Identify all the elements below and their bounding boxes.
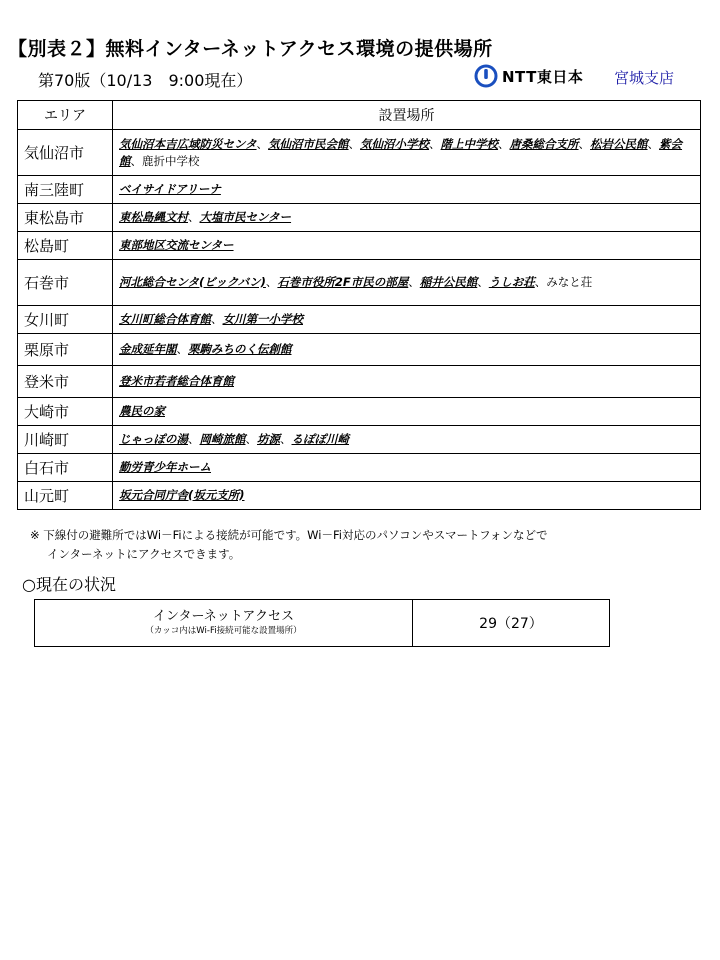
wifi-location-name: 女川第一小学校 [222, 312, 303, 326]
wifi-location-name: 勤労青少年ホーム [119, 460, 211, 474]
wifi-location-name: 東松島縄文村 [119, 210, 188, 224]
note-line-2: インターネットにアクセスできます。 [47, 547, 241, 561]
wifi-location-name: 紫会館 [119, 136, 683, 168]
ntt-logo-icon [474, 64, 498, 88]
table-row [18, 398, 701, 426]
wifi-location-name: 栗駒みちのく伝創館 [188, 342, 292, 356]
places-cell [113, 482, 701, 510]
wifi-location-name: うしお荘 [488, 275, 535, 289]
table-row [18, 334, 701, 366]
status-label-cell [35, 600, 413, 647]
wifi-location-name: るぽぽ川崎 [291, 432, 349, 446]
wifi-location-name: 農民の家 [119, 404, 165, 418]
area-cell: 石巻市 [18, 260, 113, 306]
area-cell: 女川町 [18, 306, 113, 334]
status-sublabel: （カッコ内はWi-Fi接続可能な設置場所） [145, 626, 302, 636]
status-row [35, 600, 610, 647]
table-row [18, 482, 701, 510]
note-line-1: ※ 下線付の避難所ではWi－Fiによる接続が可能です。Wi－Fi対応のパソコンやスマートフォンなどで [30, 528, 548, 542]
table-row [18, 232, 701, 260]
places-cell: じゃっぽの湯、岡崎旅館、坊源、るぽぽ川崎 [113, 426, 701, 454]
table-row [18, 366, 701, 398]
table-body [18, 130, 701, 510]
places-cell: 東松島縄文村、大塩市民センター [113, 204, 701, 232]
wifi-location-name: 女川町総合体育館 [119, 312, 211, 326]
table-row [18, 176, 701, 204]
wifi-location-name: 金成延年閣 [119, 342, 177, 356]
wifi-location-name: 大塩市民センター [199, 210, 292, 224]
area-cell: 大崎市 [18, 398, 113, 426]
location-table [17, 100, 701, 510]
wifi-location-name: ベイサイドアリーナ [119, 182, 221, 196]
ntt-brand [474, 64, 583, 88]
wifi-location-name: 登米市若者総合体育館 [119, 374, 234, 388]
area-cell: 東松島市 [18, 204, 113, 232]
area-cell: 気仙沼市 [18, 130, 113, 176]
edition-label: 第70版（10/13 9:00現在） [38, 71, 253, 90]
places-cell: 女川町総合体育館、女川第一小学校 [113, 306, 701, 334]
places-cell [113, 398, 701, 426]
table-row [18, 204, 701, 232]
places-cell [113, 366, 701, 398]
wifi-location-name: 稲井公民館 [419, 275, 478, 289]
branch-name: 宮城支店 [614, 69, 675, 87]
status-heading: ○現在の状況 [22, 575, 116, 594]
area-cell: 登米市 [18, 366, 113, 398]
places-cell [113, 176, 701, 204]
table-row [18, 130, 701, 176]
places-cell [113, 232, 701, 260]
places-cell: 河北総合センタ(ビックバン)、石巻市役所2F市民の部屋、稲井公民館、うしお荘、みなと荘 [113, 260, 701, 306]
table-row [18, 454, 701, 482]
location-name: みなと荘 [546, 275, 593, 289]
area-cell: 山元町 [18, 482, 113, 510]
table-row [18, 426, 701, 454]
area-cell: 白石市 [18, 454, 113, 482]
status-label: インターネットアクセス [152, 609, 295, 624]
area-cell: 南三陸町 [18, 176, 113, 204]
area-cell: 栗原市 [18, 334, 113, 366]
wifi-location-name: じゃっぽの湯 [119, 432, 188, 446]
status-value: 29（27） [413, 600, 610, 647]
wifi-location-name: 石巻市役所2F市民の部屋 [277, 275, 409, 289]
wifi-location-name: 河北総合センタ(ビックバン) [119, 275, 266, 289]
wifi-location-name: 東部地区交流センター [119, 238, 234, 252]
wifi-location-name: 気仙沼小学校 [360, 136, 430, 151]
page-title: 【別表２】無料インターネットアクセス環境の提供場所 [8, 38, 493, 60]
wifi-location-name: 唐桑総合支所 [509, 136, 579, 151]
places-cell [113, 454, 701, 482]
table-row [18, 260, 701, 306]
wifi-location-name: 気仙沼本吉広域防災センタ [119, 136, 257, 151]
area-cell: 川崎町 [18, 426, 113, 454]
column-header-places: 設置場所 [113, 101, 701, 130]
wifi-location-name: 岡崎旅館 [199, 432, 246, 446]
location-name: 鹿折中学校 [142, 153, 200, 168]
table-row [18, 306, 701, 334]
wifi-location-name: 坂元合同庁舎(坂元支所) [119, 488, 245, 502]
column-header-area: エリア [18, 101, 113, 130]
wifi-location-name: 気仙沼市民会館 [268, 136, 349, 151]
places-cell: 金成延年閣、栗駒みちのく伝創館 [113, 334, 701, 366]
wifi-location-name: 松岩公民館 [590, 136, 648, 151]
status-table [34, 599, 610, 647]
area-cell: 松島町 [18, 232, 113, 260]
wifi-location-name: 坊源 [257, 432, 280, 446]
places-cell: 気仙沼本吉広域防災センタ、気仙沼市民会館、気仙沼小学校、階上中学校、唐桑総合支所、松岩公民館、紫会館、鹿折中学校 [113, 130, 701, 176]
wifi-location-name: 階上中学校 [440, 136, 499, 151]
ntt-logo-text: NTT東日本 [502, 67, 584, 86]
table-header-row [18, 101, 701, 130]
wifi-note [30, 526, 548, 564]
